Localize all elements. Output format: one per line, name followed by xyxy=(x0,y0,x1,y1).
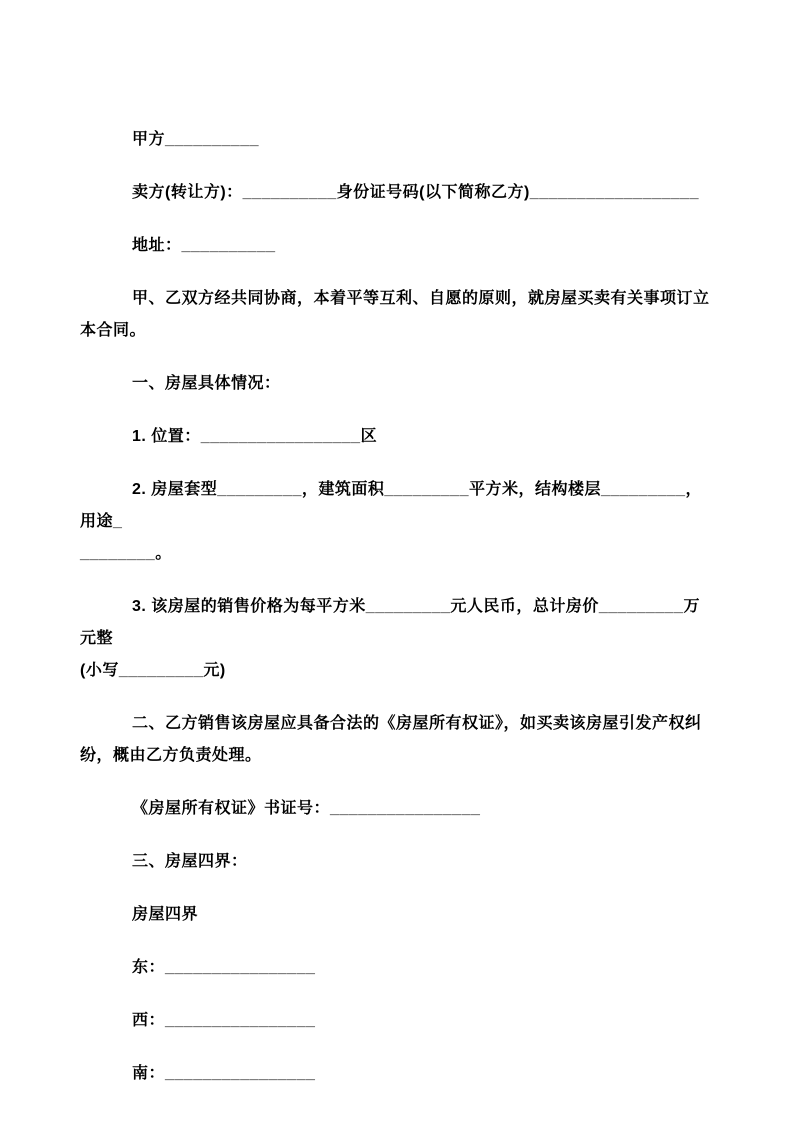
text-line: 西：________________ xyxy=(132,1012,316,1029)
text-line: 1. 位置：_________________区 xyxy=(132,428,378,445)
text-line: 2. 房屋套型_________，建筑面积_________平方米，结构楼层_________，用途_ xyxy=(80,481,703,530)
text-line: 卖方(转让方)：__________身份证号码(以下简称乙方)__________________ xyxy=(132,184,699,201)
text-line: 甲方__________ xyxy=(132,131,259,148)
text-line: 房屋四界 xyxy=(132,906,199,923)
line-item-3-price xyxy=(80,591,711,687)
text-line: 东：________________ xyxy=(132,959,316,976)
line-boundaries-label xyxy=(80,899,711,931)
line-party-a xyxy=(80,124,711,156)
text-line: 《房屋所有权证》书证号：________________ xyxy=(132,800,481,817)
text-line: 甲、乙双方经共同协商，本着平等互利、自愿的原则，就房屋买卖有关事项订立 xyxy=(132,290,710,307)
line-seller-id xyxy=(80,177,711,209)
line-boundary-south xyxy=(80,1058,711,1090)
text-line: ________。 xyxy=(80,545,172,562)
text-line: 本合同。 xyxy=(80,322,147,339)
line-address xyxy=(80,230,711,262)
text-line: 三、房屋四界： xyxy=(132,853,248,870)
line-item-2-specs xyxy=(80,474,711,570)
line-item-1-location xyxy=(80,421,711,453)
heading-section-1 xyxy=(80,368,711,400)
text-line: 一、房屋具体情况： xyxy=(132,375,281,392)
text-line: 纷，概由乙方负责处理。 xyxy=(80,747,262,764)
line-boundary-west xyxy=(80,1005,711,1037)
heading-section-3 xyxy=(80,846,711,878)
text-line: 二、乙方销售该房屋应具备合法的《房屋所有权证》，如买卖该房屋引发产权纠 xyxy=(132,715,702,732)
text-line: 3. 该房屋的销售价格为每平方米_________元人民币，总计房价_________万元整 xyxy=(80,598,700,647)
line-cert-number xyxy=(80,793,711,825)
text-line: (小写_________元) xyxy=(80,662,226,679)
line-boundary-east xyxy=(80,952,711,984)
para-preamble xyxy=(80,283,711,347)
para-section-2 xyxy=(80,708,711,772)
text-line: 地址：__________ xyxy=(132,237,276,254)
text-line: 南：________________ xyxy=(132,1065,316,1082)
